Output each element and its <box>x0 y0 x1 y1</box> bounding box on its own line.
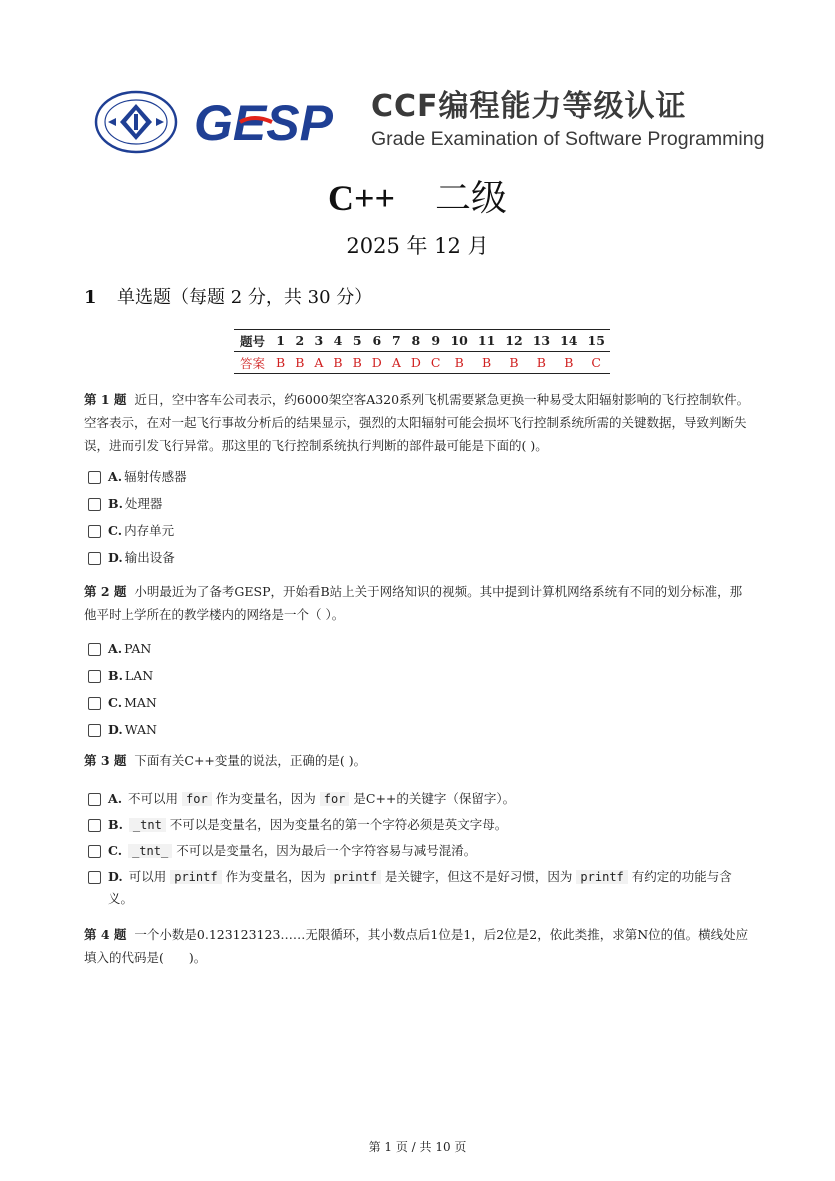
question-1-option-d[interactable] <box>88 547 752 569</box>
answer-table-answer: B <box>290 352 309 374</box>
option-text: 辐射传感器 <box>124 469 187 484</box>
question-4 <box>84 923 752 969</box>
checkbox-icon[interactable] <box>88 670 101 683</box>
question-2-label: 第 2 题 <box>84 584 127 599</box>
question-1-text: 近日，空中客车公司表示，约6000架空客A320系列飞机需要紧急更换一种易受太阳辐射影响的飞行控制软件。空客表示，在对一起飞行事故分析后的结果显示，强烈的太阳辐射可能会损坏飞行控制系统所需的关键数据，导致判断失误，进而引发飞行异常。那这里的飞行控制系统执行判断的部件最可能是下面的( )。 <box>84 392 750 453</box>
page-number-footer: 第 1 页 / 共 10 页 <box>368 1140 467 1154</box>
answer-table-number: 6 <box>367 330 387 352</box>
option-text: 不可以是变量名，因为最后一个字符容易与减号混淆。 <box>176 843 477 858</box>
brand-title-en: Grade Examination of Software Programming <box>371 128 765 150</box>
exam-date: 2025 年 12 月 <box>346 234 489 258</box>
answer-table-number: 7 <box>387 330 406 352</box>
answer-table-answer: A <box>387 352 406 374</box>
answer-table-answer-label: 答案 <box>234 352 271 374</box>
answer-table-answer: B <box>445 352 472 374</box>
option-key: C. <box>108 523 123 538</box>
code-identifier: printf <box>576 870 627 884</box>
exam-language: C++ <box>327 178 395 218</box>
brand-title-cn: CCF编程能力等级认证 <box>371 89 687 124</box>
gesp-logo <box>192 92 352 152</box>
option-text: 作为变量名，因为 <box>225 869 326 884</box>
checkbox-icon[interactable] <box>88 871 101 884</box>
option-key: B. <box>108 668 123 683</box>
answer-table-answer: D <box>367 352 387 374</box>
answer-table-number: 1 <box>271 330 290 352</box>
option-key: D. <box>108 722 123 737</box>
option-text: 内存单元 <box>124 523 175 538</box>
question-1-label: 第 1 题 <box>84 392 127 407</box>
checkbox-icon[interactable] <box>88 552 101 565</box>
option-text: 是C++的关键字（保留字）。 <box>353 791 516 806</box>
option-text: LAN <box>124 668 154 683</box>
question-3-options <box>88 788 752 910</box>
checkbox-icon[interactable] <box>88 819 101 832</box>
option-key: B. <box>108 817 123 832</box>
code-keyword: for <box>320 792 350 806</box>
exam-title <box>0 176 835 221</box>
answer-table-answer: B <box>528 352 555 374</box>
option-key: D. <box>108 550 123 565</box>
section-title: 单选题（每题 2 分，共 30 分） <box>117 287 373 308</box>
exam-level: 二级 <box>435 178 508 219</box>
answer-table-answer: A <box>309 352 328 374</box>
answer-table-answer: C <box>426 352 446 374</box>
option-text: 不可以是变量名，因为变量名的第一个字符必须是英文字母。 <box>169 817 508 832</box>
answer-table-answer: D <box>406 352 426 374</box>
checkbox-icon[interactable] <box>88 697 101 710</box>
checkbox-icon[interactable] <box>88 845 101 858</box>
option-key: D. <box>108 869 123 884</box>
question-3-label: 第 3 题 <box>84 753 127 768</box>
answer-table-number: 8 <box>406 330 426 352</box>
answer-table-answer-row <box>234 352 610 374</box>
question-2-options <box>88 638 752 741</box>
question-1-options <box>88 466 752 569</box>
answer-table-number: 5 <box>348 330 367 352</box>
answer-table-answer: B <box>500 352 527 374</box>
answer-table-number: 10 <box>445 330 472 352</box>
option-text: 不可以用 <box>128 791 179 806</box>
question-3-option-c[interactable] <box>88 840 752 862</box>
question-2-option-b[interactable] <box>88 665 752 687</box>
checkbox-icon[interactable] <box>88 471 101 484</box>
code-keyword: for <box>182 792 212 806</box>
answer-table-answer: B <box>328 352 347 374</box>
question-3-option-d[interactable] <box>88 866 752 910</box>
question-1-option-b[interactable] <box>88 493 752 515</box>
option-key: C. <box>108 843 123 858</box>
question-2-option-a[interactable] <box>88 638 752 660</box>
option-text: 可以用 <box>128 869 167 884</box>
option-text: WAN <box>124 722 157 737</box>
code-identifier: printf <box>330 870 381 884</box>
option-text: MAN <box>124 695 157 710</box>
question-1-option-a[interactable] <box>88 466 752 488</box>
answer-table-header-label: 题号 <box>234 330 271 352</box>
option-text: 是关键字，但这不是好习惯，因为 <box>384 869 573 884</box>
answer-table-number: 14 <box>555 330 582 352</box>
question-2-option-c[interactable] <box>88 692 752 714</box>
question-3 <box>84 749 752 772</box>
question-3-option-a[interactable] <box>88 788 752 810</box>
answer-table-number: 13 <box>528 330 555 352</box>
answer-table-answer: C <box>583 352 610 374</box>
checkbox-icon[interactable] <box>88 724 101 737</box>
answer-table-number: 2 <box>290 330 309 352</box>
checkbox-icon[interactable] <box>88 793 101 806</box>
question-3-option-b[interactable] <box>88 814 752 836</box>
checkbox-icon[interactable] <box>88 643 101 656</box>
brand-block <box>371 88 765 152</box>
question-4-text: 一个小数是0.123123123……无限循环，其小数点后1位是1，后2位是2，依此类推，求第N位的值。横线处应填入的代码是( )。 <box>84 927 749 965</box>
gesp-logo-text: GESP <box>194 95 333 151</box>
option-text: 作为变量名，因为 <box>215 791 316 806</box>
question-3-text: 下面有关C++变量的说法，正确的是( )。 <box>134 753 367 768</box>
answer-table-number: 11 <box>473 330 500 352</box>
answer-table-number: 3 <box>309 330 328 352</box>
answer-table-number: 4 <box>328 330 347 352</box>
ccf-seal-logo <box>94 90 178 154</box>
option-key: B. <box>108 496 123 511</box>
question-4-label: 第 4 题 <box>84 927 127 942</box>
section-number: 1 <box>84 287 97 308</box>
question-2 <box>84 580 752 626</box>
checkbox-icon[interactable] <box>88 498 101 511</box>
code-identifier: _tnt_ <box>128 844 172 858</box>
question-1 <box>84 388 752 457</box>
answer-table-answer: B <box>348 352 367 374</box>
option-key: A. <box>108 641 123 656</box>
option-key: A. <box>108 791 123 806</box>
code-identifier: _tnt <box>129 818 166 832</box>
option-key: C. <box>108 695 123 710</box>
question-2-text: 小明最近为了备考GESP，开始看B站上关于网络知识的视频。其中提到计算机网络系统有不同的划分标准，那他平时上学所在的教学楼内的网络是一个（ ）。 <box>84 584 743 622</box>
question-2-option-d[interactable] <box>88 719 752 741</box>
answer-table-number: 9 <box>426 330 446 352</box>
option-text: 处理器 <box>124 496 163 511</box>
answer-table <box>234 329 610 374</box>
answer-table-answer: B <box>473 352 500 374</box>
checkbox-icon[interactable] <box>88 525 101 538</box>
option-key: A. <box>108 469 123 484</box>
section-heading <box>84 285 372 311</box>
answer-table-number: 15 <box>583 330 610 352</box>
option-text: 输出设备 <box>124 550 175 565</box>
option-text: 有约定的功能与含义。 <box>108 869 732 906</box>
option-text: PAN <box>124 641 152 656</box>
answer-table-answer: B <box>555 352 582 374</box>
answer-table-answer: B <box>271 352 290 374</box>
answer-table-number-row <box>234 330 610 352</box>
exam-header <box>94 86 765 158</box>
question-1-option-c[interactable] <box>88 520 752 542</box>
code-identifier: printf <box>170 870 221 884</box>
answer-table-number: 12 <box>500 330 527 352</box>
